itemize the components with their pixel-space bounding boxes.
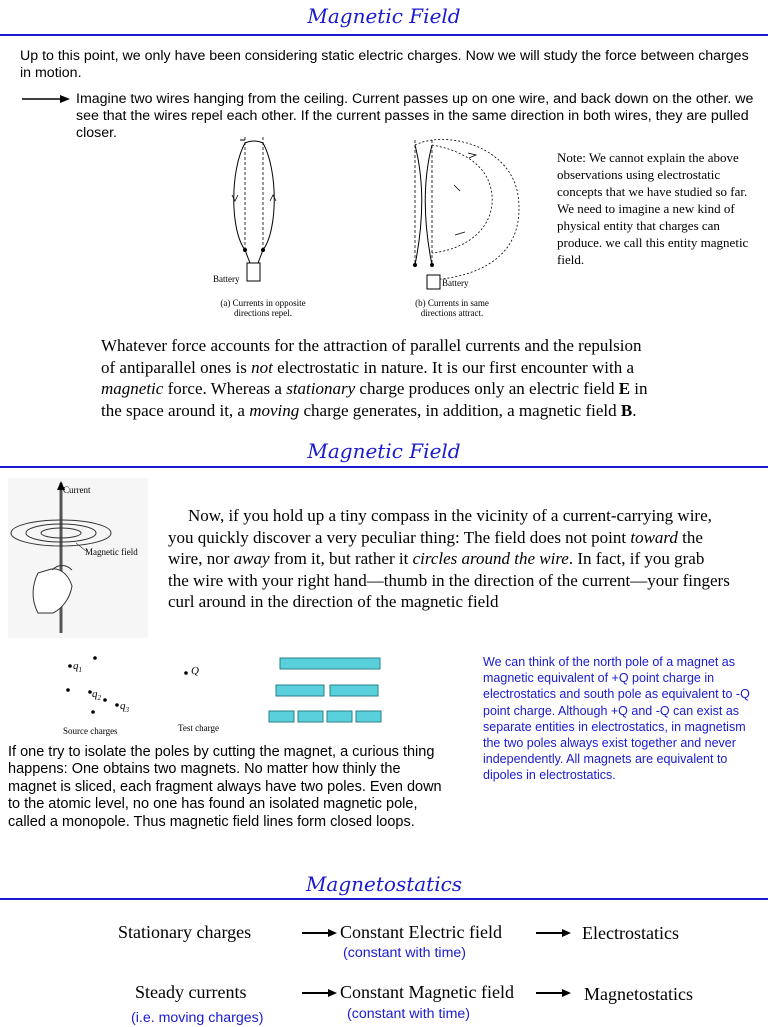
figure-b-caption-line-2: directions attract. [420, 308, 484, 318]
title-rule-1 [0, 34, 768, 36]
quote-paragraph [101, 335, 661, 421]
compass-line-4: the wire with your right hand—thumb in the direction of the current—your fingers [168, 570, 730, 590]
wire-field-figure [8, 478, 148, 638]
constant-with-time-label-1: (constant with time) [343, 945, 466, 961]
arrow-icon [536, 928, 572, 938]
figure-b-caption-line-1: (b) Currents in same [415, 298, 489, 308]
figure-b-same-currents [400, 135, 540, 325]
source-charges-label: Source charges [63, 726, 118, 736]
quote-line-4: the space around it, a moving charge generates, in addition, a magnetic field B. [101, 400, 637, 420]
arrow-icon [302, 988, 338, 998]
arrow-icon [22, 93, 72, 105]
q2-label: $q_2$ [92, 688, 101, 703]
compass-line-3: wire, nor away from it, but rather it circles around the wire. In fact, if you grab [168, 549, 705, 568]
figure-a-caption [198, 298, 328, 318]
magnetostatics-label: Magnetostatics [584, 984, 693, 1004]
section-title-3: Magnetostatics [305, 872, 463, 896]
compass-line-5: curl around in the direction of the magnetic field [168, 592, 499, 611]
title-rule-2 [0, 466, 768, 468]
figure-a-battery-label: Battery [213, 274, 240, 284]
magnet-slices-figure [266, 655, 396, 730]
note-paragraph: Note: We cannot explain the above observations using electrostatic concepts that we have studied so far. We need to imagine a new kind of physical entity that charges can produce. we call this entity magnetic field. [557, 150, 749, 267]
figure-b-battery-label: Battery [442, 278, 469, 288]
test-charge-label: Test charge [178, 723, 219, 733]
q1-label: $q_1$ [73, 660, 82, 675]
compass-line-2: you quickly discover a very peculiar thing: The field does not point toward the [168, 527, 703, 547]
quote-line-3: magnetic force. Whereas a stationary charge produces only an electric field E in [101, 379, 648, 398]
title-rule-3 [0, 898, 768, 900]
figure-a-caption-line-2: directions repel. [234, 308, 292, 318]
figure-a-opposite-currents [190, 135, 330, 325]
quote-line-2: of antiparallel ones is not electrostatic in nature. It is our first encounter with a [101, 357, 634, 377]
monopole-note: We can think of the north pole of a magnet as magnetic equivalent of +Q point charge in electrostatics and south pole as equivalent to -Q point charge. Although +Q and -Q can exist as separate entities in electrostatics, in magnetism the two poles always exist together and never independently. All magnets are equivalent to dipoles in electrostatics. [483, 655, 750, 783]
imagine-paragraph: Imagine two wires hanging from the ceiling. Current passes up on one wire, and back down on the other. we see that the wires repel each other. If the current passes in the same direction in both wires, they are pulled closer. [76, 91, 754, 141]
compass-paragraph [168, 505, 746, 613]
section-title-1: Magnetic Field [307, 4, 461, 28]
Q-label: Q [191, 665, 199, 677]
constant-electric-field-label: Constant Electric field [340, 922, 502, 942]
constant-with-time-label-2: (constant with time) [347, 1006, 470, 1022]
figure-b-caption [392, 298, 512, 318]
intro-paragraph: Up to this point, we only have been considering static electric charges. Now we will study the force between charges in motion. [20, 48, 749, 81]
figure-current-label: Current [63, 485, 91, 495]
figure-magnetic-field-label: Magnetic field [85, 547, 138, 557]
stationary-charges-label: Stationary charges [118, 922, 252, 942]
electrostatics-label: Electrostatics [582, 923, 679, 943]
arrow-icon [536, 988, 572, 998]
quote-line-1: Whatever force accounts for the attraction of parallel currents and the repulsion [101, 336, 642, 355]
section-title-2: Magnetic Field [307, 439, 461, 463]
steady-currents-label: Steady currents [135, 982, 247, 1002]
arrow-icon [302, 928, 338, 938]
figure-a-caption-line-1: (a) Currents in opposite [220, 298, 306, 308]
moving-charges-label: (i.e. moving charges) [131, 1010, 264, 1026]
constant-magnetic-field-label: Constant Magnetic field [340, 982, 514, 1002]
q3-label: $q_3$ [120, 700, 129, 715]
compass-line-1: Now, if you hold up a tiny compass in the vicinity of a current-carrying wire, [188, 506, 712, 525]
poles-paragraph: If one try to isolate the poles by cutting the magnet, a curious thing happens: One obtains two magnets. No matter how thinly the magnet is sliced, each fragment always have two poles. Even down to the atomic level, no one has found an isolated magnetic pole, called a monopole. Thus magnetic field lines form closed loops. [8, 744, 442, 830]
